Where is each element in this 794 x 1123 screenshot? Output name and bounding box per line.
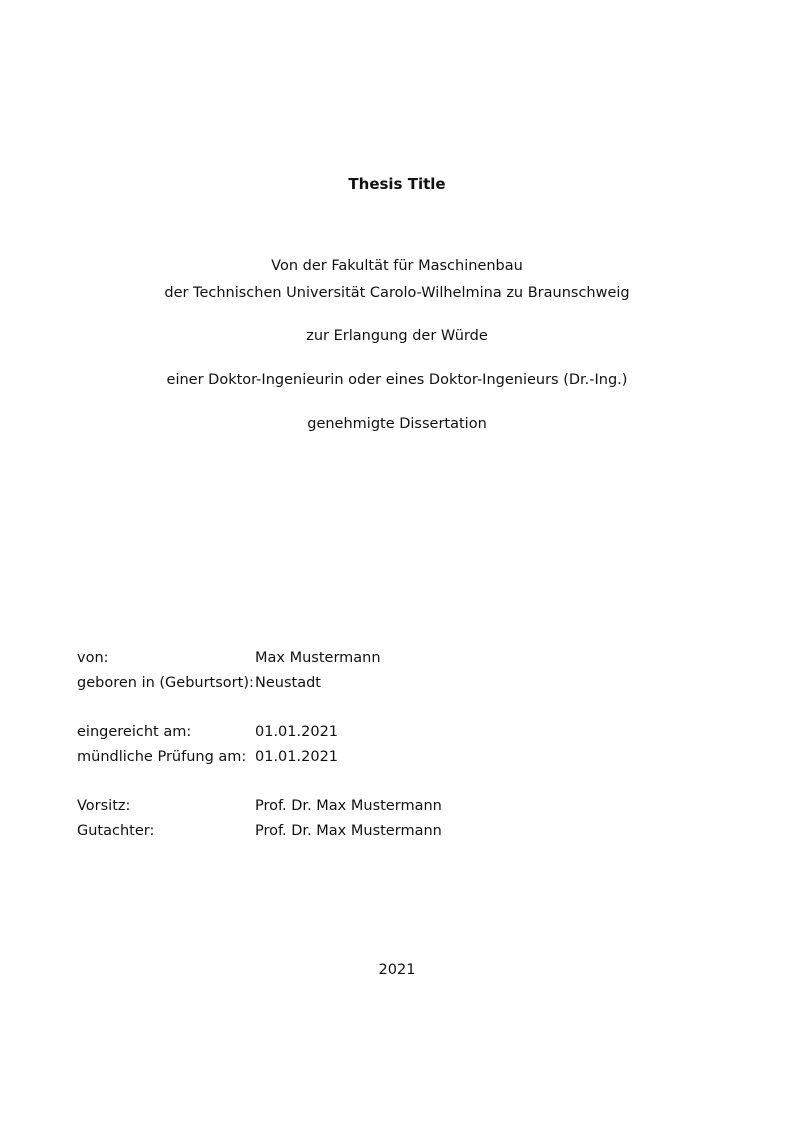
chair-label: Vorsitz: [77,798,131,814]
oral-exam-row [77,747,717,772]
faculty-line-1: Von der Fakultät für Maschinenbau [271,258,523,274]
reviewer-value: Prof. Dr. Max Mustermann [255,823,442,839]
spacer [77,698,717,722]
faculty-line-2: der Technischen Universität Carolo-Wilhelmina zu Braunschweig [164,285,630,301]
submitted-label: eingereicht am: [77,724,192,740]
oral-exam-label: mündliche Prüfung am: [77,749,247,765]
oral-exam-value: 01.01.2021 [255,749,339,765]
author-value: Max Mustermann [255,650,381,666]
reviewer-label: Gutachter: [77,823,155,839]
publication-year: 2021 [378,962,416,978]
submitted-value: 01.01.2021 [255,724,339,740]
chair-value: Prof. Dr. Max Mustermann [255,798,442,814]
birthplace-value: Neustadt [255,675,321,691]
degree-name: einer Doktor-Ingenieurin oder eines Doktor-Ingenieurs (Dr.-Ing.) [166,372,628,388]
author-row [77,648,717,673]
submitted-row [77,722,717,747]
document-type: genehmigte Dissertation [307,416,487,432]
chair-row [77,796,717,821]
thesis-details [77,648,717,846]
degree-purpose: zur Erlangung der Würde [306,328,488,344]
birthplace-row [77,673,717,698]
thesis-title: Thesis Title [348,175,446,193]
birthplace-label: geboren in (Geburtsort): [77,675,254,691]
spacer [77,772,717,796]
reviewer-row [77,821,717,846]
author-label: von: [77,650,109,666]
